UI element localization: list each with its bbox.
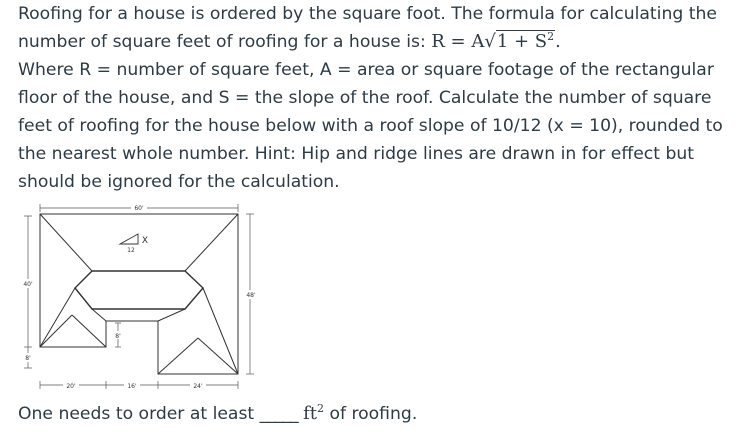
formula-intro: number of square feet of roofing for a house is: [18,32,426,52]
formula-coef: A [471,31,485,52]
formula-period: . [555,31,561,52]
answer-unit-exponent: 2 [316,402,324,415]
ridge-outline [75,271,203,309]
formula-exponent: 2 [547,30,555,43]
slope-rise-label: X [141,236,149,246]
dim-left-small-label: 8' [25,355,31,362]
slope-run-label: 12 [127,247,135,254]
house-outline [40,214,238,374]
house-roof-diagram [20,198,270,394]
problem-details: Where R = number of square feet, A = area or square footage of the rectangular floor of the house, and S = the slope of the roof. Calculate the number of square feet of roofing for the house below with a roof slope of 10/12 (x = 10), rounded to the nearest whole number. Hint: Hip and ridge lines are drawn in for effect but should be ignored for the calculation. [18,60,723,192]
formula-equals: = [450,31,466,52]
answer-suffix: of roofing. [329,404,418,424]
dim-bottom-left-label: 20' [66,383,76,390]
dim-bottom-right-label: 24' [193,383,203,390]
answer-unit: $ft^2$ [303,402,324,424]
formula-lhs: R [431,31,445,52]
dim-bottom-mid-label: 16' [127,383,137,390]
answer-blank[interactable]: _____ [259,404,298,424]
dim-notch-label: 8' [115,333,121,340]
house-floor-plan-figure [20,198,270,394]
slope-triangle [120,234,138,244]
dim-top-label: 60' [134,205,144,212]
problem-statement [18,0,746,196]
answer-line [18,403,417,424]
answer-prefix: One needs to order at least [18,404,255,424]
dim-left-main-label: 40' [23,281,33,288]
dim-right-label: 48' [246,292,256,299]
problem-line-2 [18,28,746,56]
roofing-formula: $R = A√1 + S^2$. [431,30,561,52]
problem-line-1: Roofing for a house is ordered by the square foot. The formula for calculating the [18,4,717,24]
formula-radicand: $1 + S^2$ [496,30,555,52]
